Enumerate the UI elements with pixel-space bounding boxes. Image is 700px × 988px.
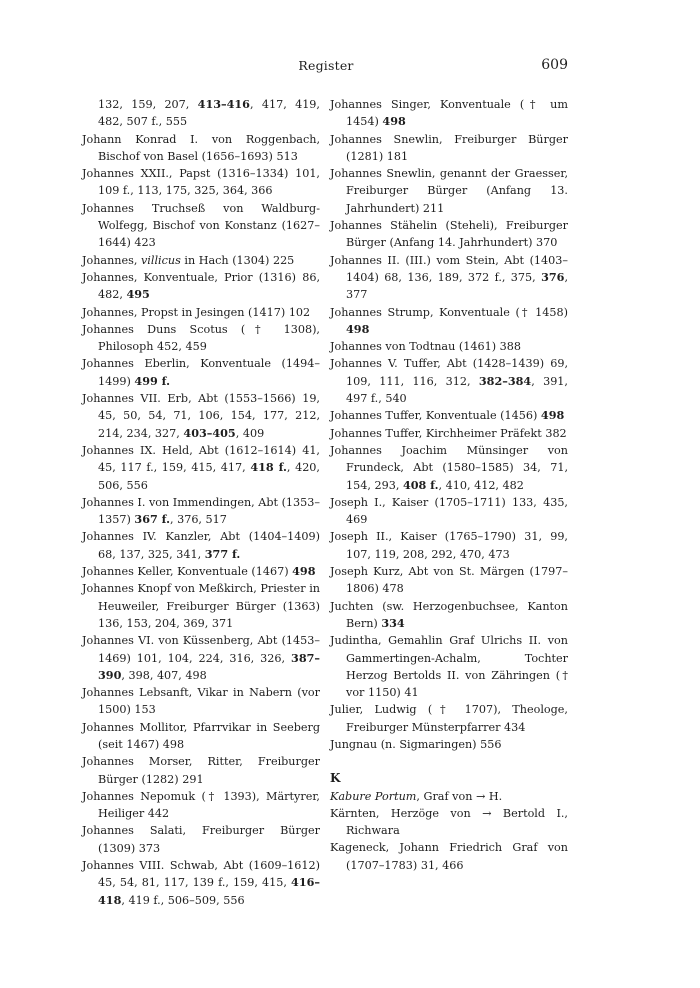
bold-page-ref: 499 f. xyxy=(134,373,170,388)
entry-text: Johannes, xyxy=(82,253,141,267)
bold-page-ref: 376 xyxy=(541,269,565,284)
index-entry xyxy=(82,580,320,632)
entry-text: Johannes Joachim Münsinger von Frundeck, Abt (1580–1585) 34, 71, 154, 293, xyxy=(330,443,568,492)
entry-text: Johannes V. Tuffer, Abt (1428–1439) 69, 109, 111, 116, 312, xyxy=(330,357,568,388)
entry-text: Kageneck, Johann Friedrich Graf von (1707–1783) 31, 466 xyxy=(330,841,568,872)
entry-text: , 410, 412, 482 xyxy=(438,478,524,492)
bold-page-ref: 382–384 xyxy=(478,373,532,388)
entry-text: Jungnau (n. Sigmaringen) 556 xyxy=(330,737,502,751)
index-entry xyxy=(330,165,568,217)
bold-page-ref: 495 xyxy=(126,287,150,302)
index-column-left xyxy=(82,96,320,909)
running-head: Register xyxy=(298,58,354,73)
entry-text: Johannes Tuffer, Kirchheimer Präfekt 382 xyxy=(330,426,567,440)
entry-text: Johannes IV. Kanzler, Abt (1404–1409) 68, 137, 325, 341, xyxy=(82,530,320,561)
entry-text: Joseph I., Kaiser (1705–1711) 133, 435, 469 xyxy=(330,495,568,527)
entry-text: Johannes, Propst in Jesingen (1417) 102 xyxy=(82,305,311,319)
index-entry xyxy=(82,684,320,719)
entry-text: Johannes Tuffer, Konventuale (1456) xyxy=(330,409,541,423)
index-entry xyxy=(330,304,568,339)
bold-page-ref: 418 f. xyxy=(250,460,287,475)
entry-text: Johannes, Konventuale, Prior (1316) 86, 482, xyxy=(82,270,320,302)
entry-text: Joseph II., Kaiser (1765–1790) 31, 99, 107, 119, 208, 292, 470, 473 xyxy=(330,530,568,561)
index-entry xyxy=(330,494,568,529)
entry-text: 132, 159, 207, xyxy=(98,98,198,111)
index-entry xyxy=(330,442,568,494)
index-entry xyxy=(330,217,568,252)
entry-text: , Graf von → H. xyxy=(416,789,503,803)
entry-text: Julier, Ludwig († 1707), Theologe, Freiburger Münsterpfarrer 434 xyxy=(330,703,568,734)
index-entry xyxy=(330,805,568,840)
index-entry xyxy=(330,252,568,304)
index-entry xyxy=(82,632,320,684)
italic-term: Kabure Portum xyxy=(330,789,417,803)
index-entry xyxy=(330,425,568,442)
entry-text: Joseph Kurz, Abt von St. Märgen (1797–1806) 478 xyxy=(330,565,568,596)
bold-page-ref: 413–416 xyxy=(197,97,250,111)
entry-text: , 391, 497 f., 540 xyxy=(346,374,568,406)
bold-page-ref: 403–405 xyxy=(183,425,236,440)
entry-text: Juchten (sw. Herzogenbuchsee, Kanton Bern) xyxy=(330,599,568,630)
entry-text: Johannes Snewlin, Freiburger Bürger (1281) 181 xyxy=(330,132,568,163)
index-entry xyxy=(330,338,568,355)
entry-text: Johannes Singer, Konventuale († um 1454) xyxy=(330,98,568,129)
entry-text: Johannes Lebsanft, Vikar in Nabern (vor 1500) 153 xyxy=(82,686,320,717)
entry-text: in Hach (1304) 225 xyxy=(180,253,295,267)
entry-text: Johannes Keller, Konventuale (1467) xyxy=(82,565,293,579)
index-entry xyxy=(330,96,568,131)
entry-text: Johannes Eberlin, Konventuale (1494–1499) xyxy=(82,357,320,388)
index-entry xyxy=(330,563,568,598)
entry-text: Johannes VIII. Schwab, Abt (1609–1612) 45, 54, 81, 117, 139 f., 159, 415, xyxy=(82,859,320,890)
entry-text: , 398, 407, 498 xyxy=(121,668,207,682)
page-number: 609 xyxy=(541,57,568,73)
entry-text: Johannes I. von Immendingen, Abt (1353–1357) xyxy=(82,495,321,527)
entry-text: Johannes II. (III.) vom Stein, Abt (1403–1404) 68, 136, 189, 372 f., 375, xyxy=(330,253,568,284)
entry-text: , 409 xyxy=(235,426,265,440)
bold-page-ref: 416–418 xyxy=(98,875,320,907)
entry-text: Johannes von Todtnau (1461) 388 xyxy=(330,340,521,354)
entry-text: , 420, 506, 556 xyxy=(98,461,320,492)
index-entry xyxy=(82,355,320,390)
entry-text: , 417, 419, 482, 507 f., 555 xyxy=(98,98,320,129)
bold-page-ref: 498 xyxy=(540,408,565,423)
index-entry xyxy=(82,131,320,166)
entry-text: Johannes Mollitor, Pfarrvikar in Seeberg (seit 1467) 498 xyxy=(82,720,320,751)
entry-text: Johannes Snewlin, genannt der Graesser, Freiburger Bürger (Anfang 13. Jahrhundert) 211 xyxy=(330,167,568,215)
entry-text: Johannes Truchseß von Waldburg-Wolfegg, Bischof von Konstanz (1627–1644) 423 xyxy=(82,201,320,250)
index-entry xyxy=(330,598,568,633)
entry-text: Johannes Stähelin (Steheli), Freiburger Bürger (Anfang 14. Jahrhundert) 370 xyxy=(330,219,568,250)
index-entry xyxy=(82,857,320,909)
entry-text: Judintha, Gemahlin Graf Ulrichs II. von Gammertingen-Achalm, Tochter Herzog Bertolds II. von Zähringen († vor 1150) 41 xyxy=(330,634,568,700)
entry-text: , 376, 517 xyxy=(169,513,227,527)
index-entry xyxy=(82,442,320,494)
index-entry xyxy=(82,494,320,529)
index-entry xyxy=(330,839,568,874)
index-entry xyxy=(82,719,320,754)
entry-text: , 377 xyxy=(346,270,568,302)
entry-text: Johannes Knopf von Meßkirch, Priester in Heuweiler, Freiburger Bürger (1363) 136, 153, 204, 369, 371 xyxy=(82,582,320,630)
index-entry xyxy=(330,355,568,407)
bold-page-ref: 408 f. xyxy=(402,477,439,492)
entry-text: , 419 f., 506–509, 556 xyxy=(121,893,245,907)
entry-text: Johann Konrad I. von Roggenbach, Bischof von Basel (1656–1693) 513 xyxy=(82,132,320,163)
index-entry xyxy=(82,528,320,563)
entry-text: Johannes Strump, Konventuale († 1458) xyxy=(330,305,568,319)
index-entry xyxy=(330,788,568,805)
index-entry xyxy=(82,321,320,356)
index-entry xyxy=(330,632,568,701)
index-entry xyxy=(330,701,568,736)
entry-text: Johannes VI. von Küssenberg, Abt (1453–1469) 101, 104, 224, 316, 326, xyxy=(82,634,320,665)
index-entry xyxy=(330,407,568,424)
index-column-right xyxy=(330,96,568,874)
entry-text: Johannes IX. Held, Abt (1612–1614) 41, 45, 117 f., 159, 415, 417, xyxy=(82,443,320,475)
entry-text: Johannes VII. Erb, Abt (1553–1566) 19, 45, 50, 54, 71, 106, 154, 177, 212, 214, 234, 327, xyxy=(82,392,320,440)
index-entry xyxy=(330,528,568,563)
index-entry xyxy=(82,304,320,321)
index-entry xyxy=(82,200,320,252)
index-entry xyxy=(330,131,568,166)
entry-text: Johannes Nepomuk († 1393), Märtyrer, Heiliger 442 xyxy=(82,789,320,821)
index-entry xyxy=(82,788,320,823)
entry-text: Johannes XXII., Papst (1316–1334) 101, 109 f., 113, 175, 325, 364, 366 xyxy=(82,167,320,198)
bold-page-ref: 387–390 xyxy=(98,650,320,682)
index-entry xyxy=(82,822,320,857)
index-entry xyxy=(330,736,568,753)
bold-page-ref: 377 f. xyxy=(204,546,241,561)
bold-page-ref: 367 f. xyxy=(134,512,170,527)
italic-term: villicus xyxy=(140,253,181,267)
bold-page-ref: 498 xyxy=(346,321,370,336)
index-entry xyxy=(82,96,320,131)
bold-page-ref: 498 xyxy=(292,564,316,579)
index-entry xyxy=(82,563,320,580)
entry-text: Johannes Duns Scotus († 1308), Philosoph 452, 459 xyxy=(82,322,320,354)
bold-page-ref: 498 xyxy=(382,114,406,129)
index-entry xyxy=(82,269,320,304)
page-header xyxy=(84,58,568,80)
entry-text: Johannes Salati, Freiburger Bürger (1309) 373 xyxy=(82,824,320,855)
bold-page-ref: 334 xyxy=(381,615,405,630)
index-entry xyxy=(82,252,320,269)
index-entry xyxy=(82,390,320,442)
index-entry xyxy=(82,753,320,788)
section-letter: K xyxy=(330,771,341,786)
entry-text: Johannes Morser, Ritter, Freiburger Bürger (1282) 291 xyxy=(82,755,320,786)
index-entry xyxy=(82,165,320,200)
entry-text: Kärnten, Herzöge von → Bertold I., Richwara xyxy=(330,806,568,838)
